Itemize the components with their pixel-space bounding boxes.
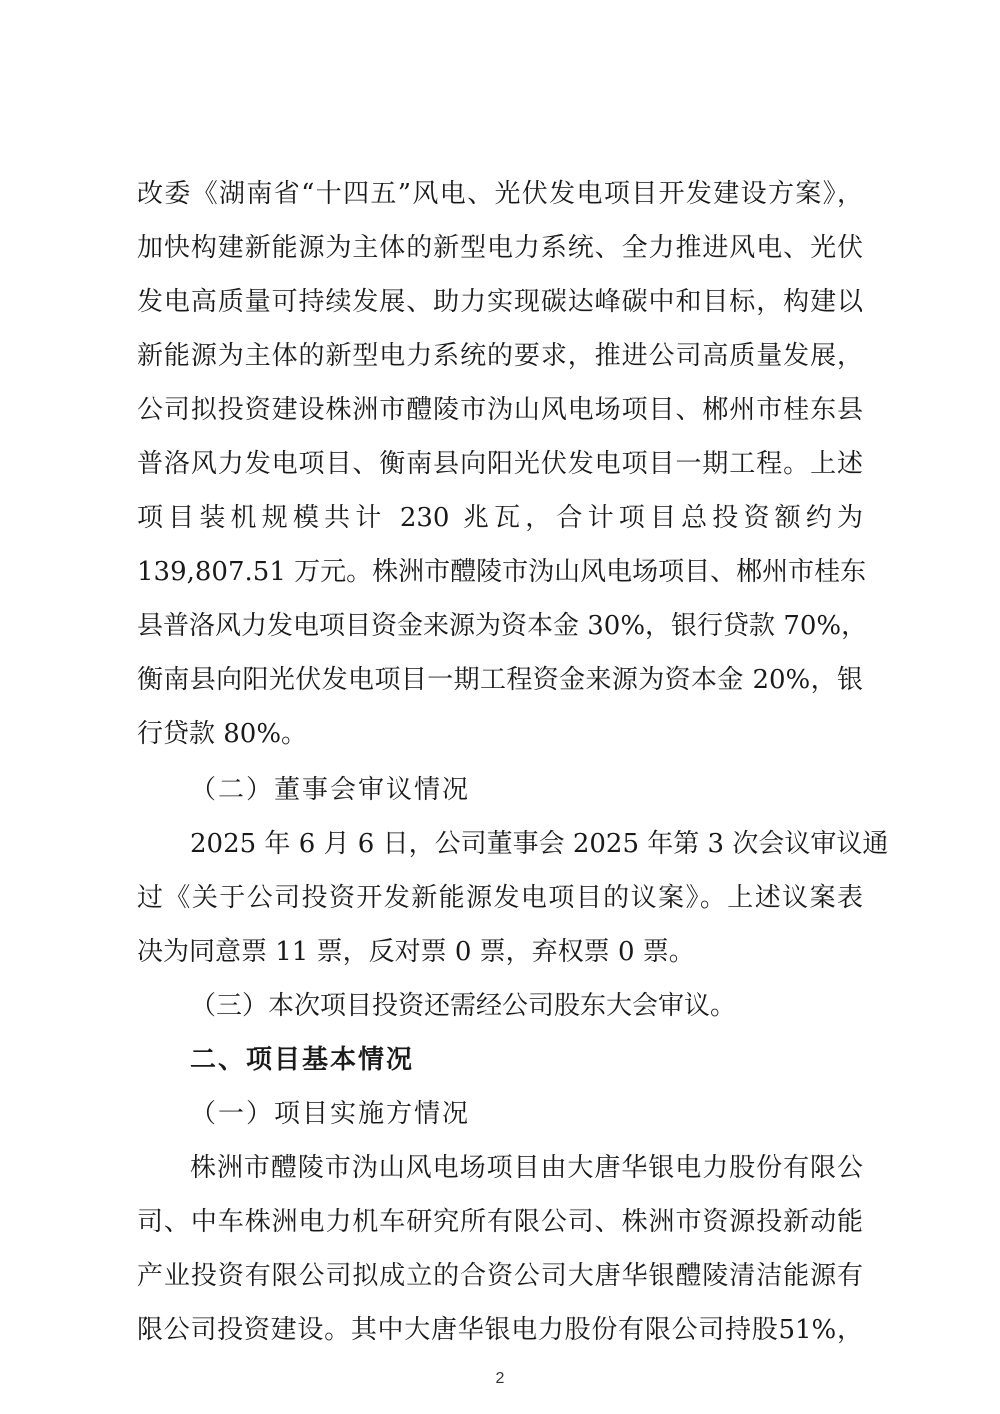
paragraph-line: 决为同意票 11 票，反对票 0 票，弃权票 0 票。 [137,937,695,967]
paragraph-line: 改委《湖南省“十四五”风电、光伏发电项目开发建设方案》， [137,179,863,209]
paragraph-line: 产业投资有限公司拟成立的合资公司大唐华银醴陵清洁能源有 [137,1261,863,1291]
subsection-heading-implementer: （一）项目实施方情况 [190,1099,471,1129]
paragraph-line: 司、中车株洲电力机车研究所有限公司、株洲市资源投新动能 [137,1207,863,1237]
paragraph-line: 限公司投资建设。其中大唐华银电力股份有限公司持股51%， [137,1315,863,1345]
paragraph-line: 公司拟投资建设株洲市醴陵市沩山风电场项目、郴州市桂东县 [137,395,863,425]
section-heading-board-review: （二）董事会审议情况 [190,775,471,805]
paragraph-line: 加快构建新能源为主体的新型电力系统、全力推进风电、光伏 [137,233,863,263]
paragraph-line: 新能源为主体的新型电力系统的要求，推进公司高质量发展， [137,341,863,371]
page-number: 2 [495,1370,505,1387]
paragraph-line: 行贷款 80%。 [137,719,308,749]
paragraph-line: 2025 年 6 月 6 日，公司董事会 2025 年第 3 次会议审议通 [190,829,889,859]
paragraph-line: 株洲市醴陵市沩山风电场项目由大唐华银电力股份有限公 [190,1153,863,1183]
paragraph-line: 县普洛风力发电项目资金来源为资本金 30%，银行贷款 70%， [137,611,868,641]
paragraph-line: 发电高质量可持续发展、助力实现碳达峰碳中和目标，构建以 [137,287,863,317]
paragraph-line: 普洛风力发电项目、衡南县向阳光伏发电项目一期工程。上述 [137,449,863,479]
paragraph-line: 过《关于公司投资开发新能源发电项目的议案》。上述议案表 [137,883,863,913]
paragraph-line: 衡南县向阳光伏发电项目一期工程资金来源为资本金 20%，银 [137,665,863,695]
section-heading-project-basics: 二、项目基本情况 [190,1045,415,1075]
paragraph-line: 139,807.51 万元。株洲市醴陵市沩山风电场项目、郴州市桂东 [137,557,867,587]
paragraph-line: 项目装机规模共计 230 兆瓦，合计项目总投资额约为 [137,503,863,533]
shareholder-approval-note: （三）本次项目投资还需经公司股东大会审议。 [190,991,737,1021]
